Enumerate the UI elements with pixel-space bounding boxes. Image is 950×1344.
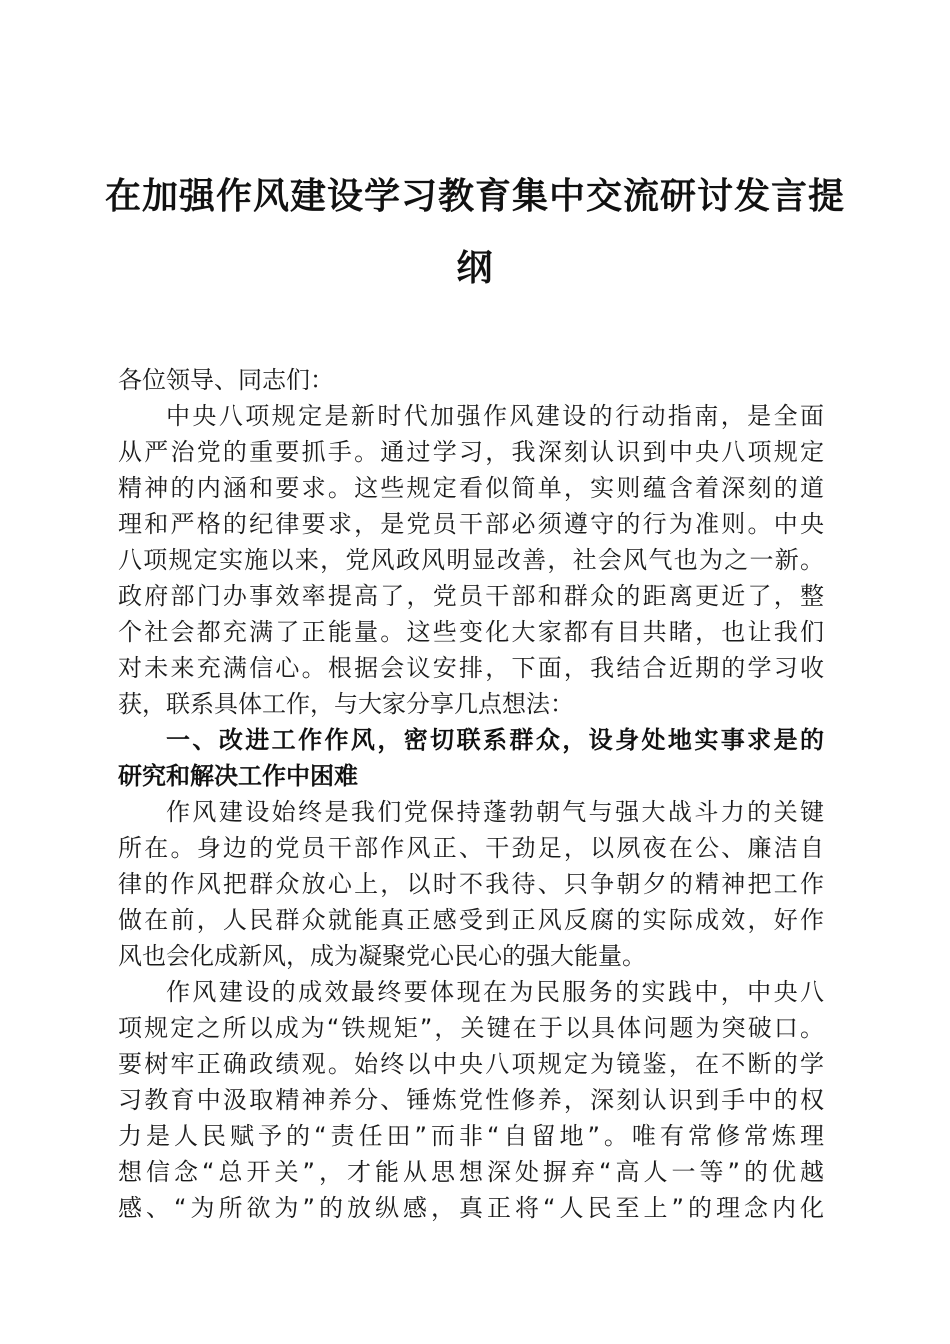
salutation: 各位领导、同志们： [118,366,334,394]
paragraph-2-line: 做在前，人民群众就能真正感受到正风反腐的实际成效，好作 [118,906,824,934]
document-title-line-1: 在加强作风建设学习教育集中交流研讨发言提 [104,175,845,217]
paragraph-3-line: 作风建设的成效最终要体现在为民服务的实践中，中央八 [166,978,824,1006]
paragraph-2-line: 所在。身边的党员干部作风正、干劲足，以夙夜在公、廉洁自 [118,834,824,862]
section-heading-1-line: 研究和解决工作中困难 [118,762,358,790]
paragraph-3-line: 习教育中汲取精神养分、锤炼党性修养，深刻认识到手中的权 [118,1086,824,1114]
paragraph-2-line: 风也会化成新风，成为凝聚党心民心的强大能量。 [118,942,646,970]
paragraph-1-line: 中央八项规定是新时代加强作风建设的行动指南，是全面 [166,402,824,430]
paragraph-3-line: 力是人民赋予的“责任田”而非“自留地”。唯有常修常炼理 [118,1122,824,1150]
paragraph-1-line: 理和严格的纪律要求，是党员干部必须遵守的行为准则。中央 [118,510,824,538]
paragraph-3-line: 要树牢正确政绩观。始终以中央八项规定为镜鉴，在不断的学 [118,1050,824,1078]
paragraph-1-line: 精神的内涵和要求。这些规定看似简单，实则蕴含着深刻的道 [118,474,824,502]
paragraph-1-line: 对未来充满信心。根据会议安排，下面，我结合近期的学习收 [118,654,824,682]
paragraph-2-line: 律的作风把群众放心上，以时不我待、只争朝夕的精神把工作 [118,870,824,898]
paragraph-1-line: 从严治党的重要抓手。通过学习，我深刻认识到中央八项规定 [118,438,824,466]
paragraph-3-line: 想信念“总开关”，才能从思想深处摒弃“高人一等”的优越 [118,1158,824,1186]
paragraph-1-line: 获，联系具体工作，与大家分享几点想法： [118,690,574,718]
document-title-line-2: 纲 [456,247,494,289]
paragraph-2-line: 作风建设始终是我们党保持蓬勃朝气与强大战斗力的关键 [166,798,824,826]
paragraph-1-line: 政府部门办事效率提高了，党员干部和群众的距离更近了，整 [118,582,824,610]
paragraph-3-line: 项规定之所以成为“铁规矩”，关键在于以具体问题为突破口。 [118,1014,824,1042]
paragraph-3-line: 感、“为所欲为”的放纵感，真正将“人民至上”的理念内化 [118,1194,824,1222]
paragraph-1-line: 八项规定实施以来，党风政风明显改善，社会风气也为之一新。 [118,546,824,574]
section-heading-1-line: 一、改进工作作风，密切联系群众，设身处地实事求是的 [166,726,824,754]
paragraph-1-line: 个社会都充满了正能量。这些变化大家都有目共睹，也让我们 [118,618,824,646]
